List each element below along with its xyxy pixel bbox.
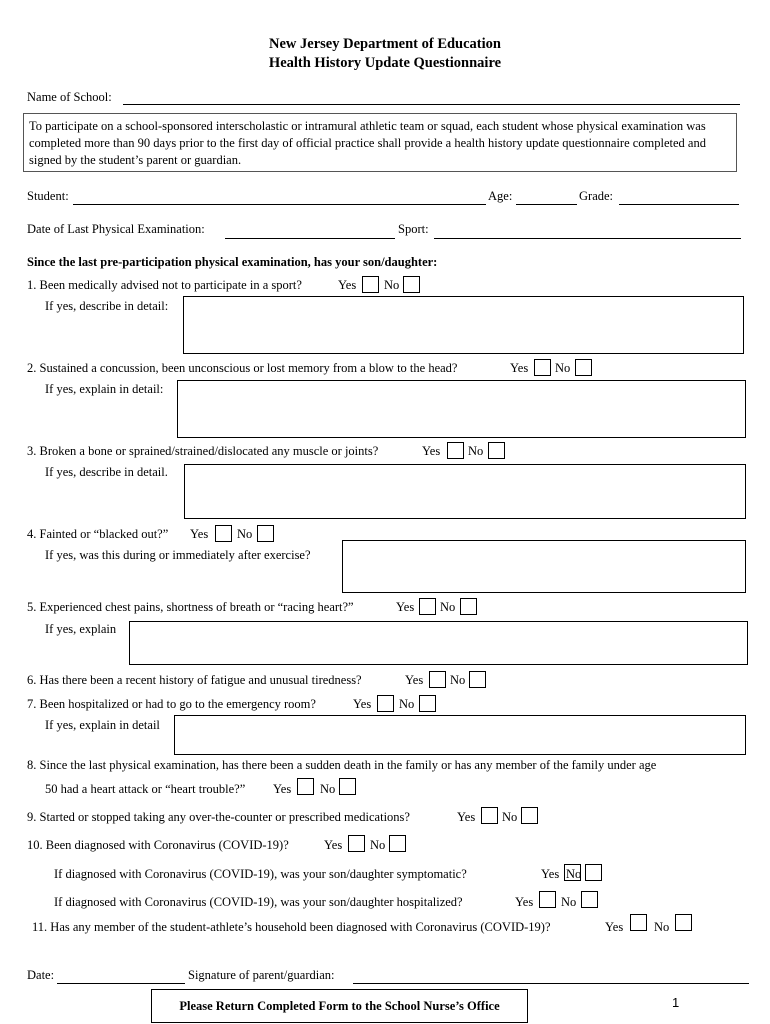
q3-no-checkbox[interactable] (488, 442, 505, 459)
q3-yes-checkbox[interactable] (447, 442, 464, 459)
q10b-yes-label: Yes (515, 895, 534, 909)
q8-no-checkbox[interactable] (339, 778, 356, 795)
question-1: 1. Been medically advised not to participate in a sport? (27, 278, 302, 292)
q5-yes-checkbox[interactable] (419, 598, 436, 615)
q4-yes-checkbox[interactable] (215, 525, 232, 542)
signature-label: Signature of parent/guardian: (188, 968, 335, 982)
q7-detail-label: If yes, explain in detail (45, 718, 160, 732)
q4-yes-label: Yes (190, 527, 209, 541)
q5-detail-label: If yes, explain (45, 622, 117, 636)
question-8: 8. Since the last physical examination, has there been a sudden death in the family or has any member of the family under age (27, 758, 657, 772)
q10a-no-label: No (566, 867, 582, 881)
q6-no-checkbox[interactable] (469, 671, 486, 688)
question-8-continued: 50 had a heart attack or “heart trouble?” (45, 782, 246, 796)
q10b-no-checkbox[interactable] (581, 891, 598, 908)
q1-no-label: No (384, 278, 400, 292)
signature-input-line[interactable] (353, 983, 749, 984)
q3-detail-label: If yes, describe in detail. (45, 465, 168, 479)
question-2: 2. Sustained a concussion, been unconscious or lost memory from a blow to the head? (27, 361, 458, 375)
question-7: 7. Been hospitalized or had to go to the emergency room? (27, 697, 316, 711)
grade-input-line[interactable] (619, 204, 739, 205)
q3-detail-box[interactable] (184, 464, 746, 519)
age-label: Age: (488, 189, 513, 203)
question-11: 11. Has any member of the student-athlete’s household been diagnosed with Coronavirus (COVID-19)? (32, 920, 551, 934)
question-10b: If diagnosed with Coronavirus (COVID-19), was your son/daughter hospitalized? (54, 895, 463, 909)
q4-no-label: No (237, 527, 253, 541)
q3-yes-label: Yes (422, 444, 441, 458)
q2-yes-label: Yes (510, 361, 529, 375)
q5-yes-label: Yes (396, 600, 415, 614)
return-instructions: Please Return Completed Form to the School Nurse’s Office (151, 989, 528, 1023)
student-input-line[interactable] (73, 204, 486, 205)
q10a-no-checkbox[interactable] (585, 864, 602, 881)
q10b-yes-checkbox[interactable] (539, 891, 556, 908)
question-4: 4. Fainted or “blacked out?” (27, 527, 169, 541)
q11-yes-label: Yes (605, 920, 624, 934)
question-9: 9. Started or stopped taking any over-the-counter or prescribed medications? (27, 810, 410, 824)
sport-input-line[interactable] (434, 238, 741, 239)
q5-detail-box[interactable] (129, 621, 748, 665)
q3-no-label: No (468, 444, 484, 458)
age-input-line[interactable] (516, 204, 577, 205)
question-10a: If diagnosed with Coronavirus (COVID-19), was your son/daughter symptomatic? (54, 867, 467, 881)
q10-no-checkbox[interactable] (389, 835, 406, 852)
q1-yes-checkbox[interactable] (362, 276, 379, 293)
question-5: 5. Experienced chest pains, shortness of breath or “racing heart?” (27, 600, 354, 614)
q7-yes-checkbox[interactable] (377, 695, 394, 712)
school-input-line[interactable] (123, 104, 740, 105)
q11-yes-checkbox[interactable] (630, 914, 647, 931)
q4-no-checkbox[interactable] (257, 525, 274, 542)
q6-yes-label: Yes (405, 673, 424, 687)
q10-yes-label: Yes (324, 838, 343, 852)
q7-yes-label: Yes (353, 697, 372, 711)
question-10: 10. Been diagnosed with Coronavirus (COVID-19)? (27, 838, 289, 852)
q5-no-checkbox[interactable] (460, 598, 477, 615)
q2-detail-label: If yes, explain in detail: (45, 382, 164, 396)
question-6: 6. Has there been a recent history of fatigue and unusual tiredness? (27, 673, 362, 687)
q5-no-label: No (440, 600, 456, 614)
q1-yes-label: Yes (338, 278, 357, 292)
last-exam-label: Date of Last Physical Examination: (27, 222, 205, 236)
q2-yes-checkbox[interactable] (534, 359, 551, 376)
q4-detail-label: If yes, was this during or immediately after exercise? (45, 548, 311, 562)
sport-label: Sport: (398, 222, 429, 236)
section-heading: Since the last pre-participation physical examination, has your son/daughter: (27, 255, 438, 269)
q1-detail-box[interactable] (183, 296, 744, 354)
intro-notice: To participate on a school-sponsored interscholastic or intramural athletic team or squad, each student whose physical examination was completed more than 90 days prior to the first day of official practice shall provide a health history update questionnaire completed and signed by the student’s parent or guardian. (23, 113, 737, 172)
form-title: New Jersey Department of Education (269, 36, 501, 52)
q2-no-label: No (555, 361, 571, 375)
q10a-yes-label: Yes (541, 867, 560, 881)
q7-no-checkbox[interactable] (419, 695, 436, 712)
q2-no-checkbox[interactable] (575, 359, 592, 376)
q10b-no-label: No (561, 895, 577, 909)
q10-no-label: No (370, 838, 386, 852)
school-label: Name of School: (27, 90, 112, 104)
q1-detail-label: If yes, describe in detail: (45, 299, 169, 313)
grade-label: Grade: (579, 189, 614, 203)
q7-detail-box[interactable] (174, 715, 746, 755)
date-input-line[interactable] (57, 983, 185, 984)
q9-no-label: No (502, 810, 518, 824)
q7-no-label: No (399, 697, 415, 711)
q9-no-checkbox[interactable] (521, 807, 538, 824)
q9-yes-label: Yes (457, 810, 476, 824)
q10-yes-checkbox[interactable] (348, 835, 365, 852)
question-3: 3. Broken a bone or sprained/strained/dislocated any muscle or joints? (27, 444, 379, 458)
date-label: Date: (27, 968, 55, 982)
q8-no-label: No (320, 782, 336, 796)
last-exam-input-line[interactable] (225, 238, 395, 239)
q11-no-checkbox[interactable] (675, 914, 692, 931)
q8-yes-checkbox[interactable] (297, 778, 314, 795)
q1-no-checkbox[interactable] (403, 276, 420, 293)
page-number: 1 (672, 995, 680, 1010)
q6-no-label: No (450, 673, 466, 687)
student-label: Student: (27, 189, 69, 203)
q4-detail-box[interactable] (342, 540, 746, 593)
q8-yes-label: Yes (273, 782, 292, 796)
q2-detail-box[interactable] (177, 380, 746, 438)
q6-yes-checkbox[interactable] (429, 671, 446, 688)
form-subtitle: Health History Update Questionnaire (268, 55, 502, 71)
q9-yes-checkbox[interactable] (481, 807, 498, 824)
q11-no-label: No (654, 920, 670, 934)
